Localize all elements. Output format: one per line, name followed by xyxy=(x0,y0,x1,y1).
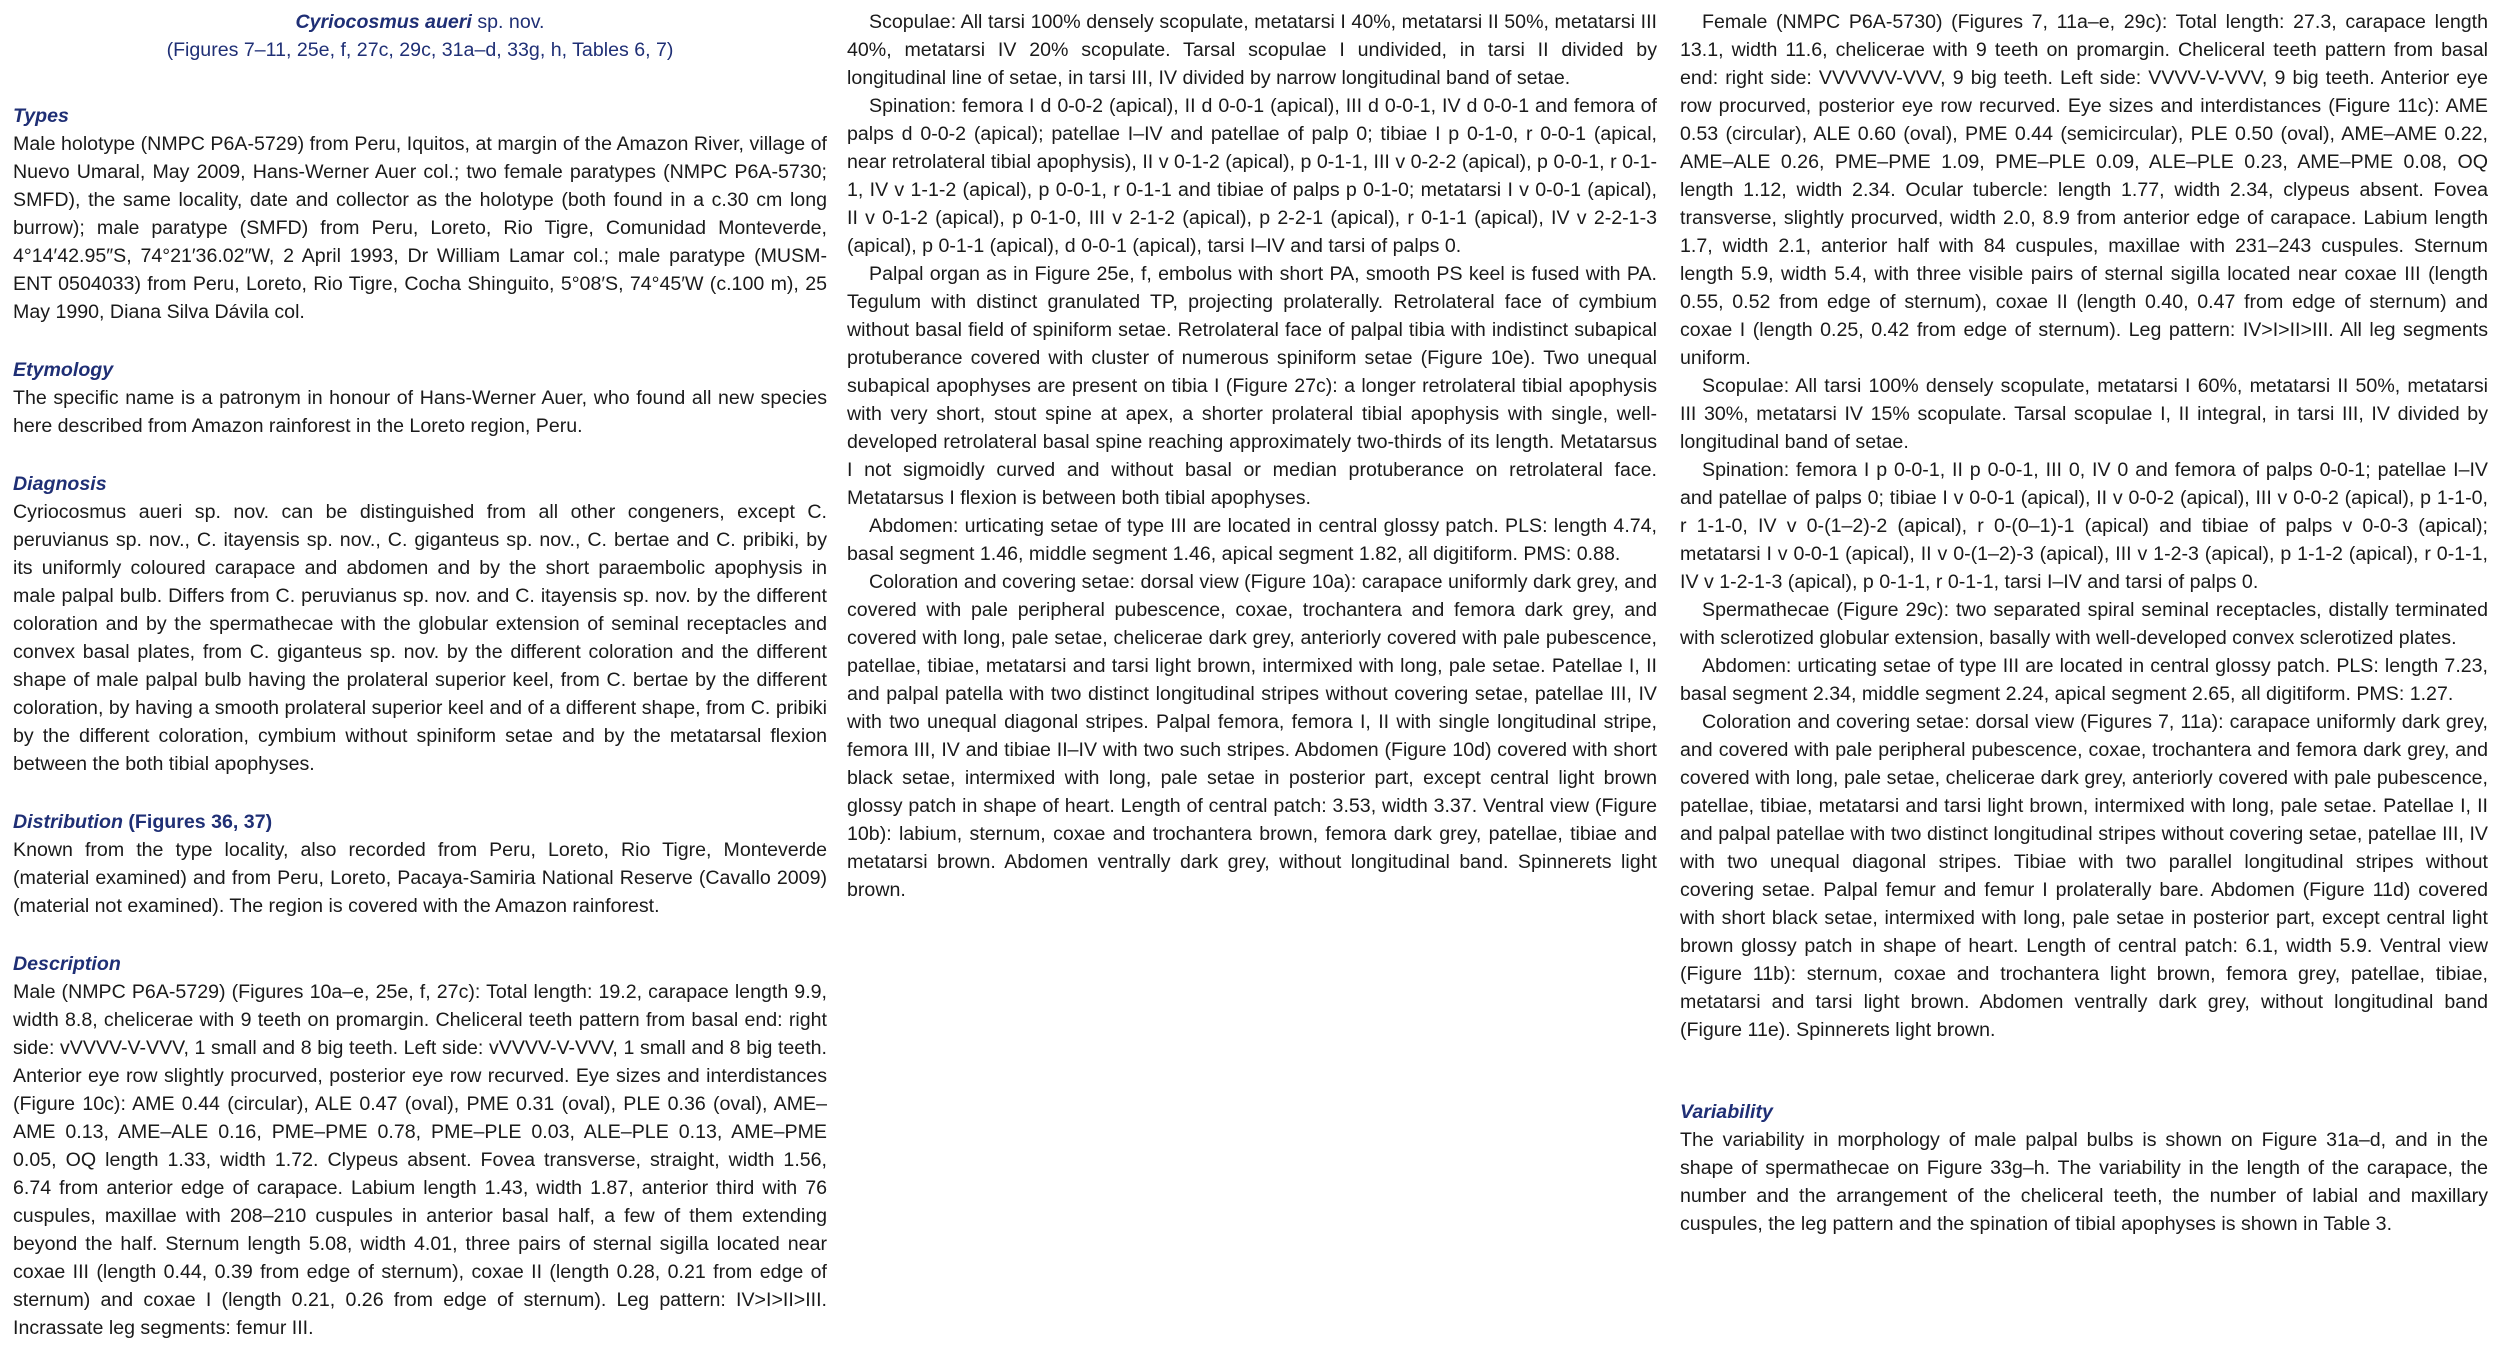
etymology-heading: Etymology xyxy=(13,359,114,381)
etymology-section xyxy=(13,356,827,440)
species-name: Cyriocosmus aueri xyxy=(295,11,472,33)
female-spermathecae-text: Spermathecae (Figure 29c): two separated spiral seminal receptacles, distally terminated with sclerotized globular extension, basally with well-developed convex sclerotized plates. xyxy=(1680,599,2488,649)
distribution-heading: Distribution xyxy=(13,811,123,833)
distribution-text: Known from the type locality, also recorded from Peru, Loreto, Rio Tigre, Monteverde (material examined) and from Peru, Loreto, Pacaya-Samiria National Reserve (Cavallo 2009) (material not examined). The region is covered with the Amazon rainforest. xyxy=(13,839,827,917)
female-scopulae-text: Scopulae: All tarsi 100% densely scopulate, metatarsi I 60%, metatarsi II 50%, metatarsi III 30%, metatarsi IV 15% scopulate. Tarsal scopulae I, II integral, in tarsi III, IV divided by longitudinal band of setae. xyxy=(1680,375,2488,453)
male-spination-text: Spination: femora I d 0-0-2 (apical), II d 0-0-1 (apical), III d 0-0-1, IV d 0-0-1 and femora of palps d 0-0-2 (apical); patellae I–IV and patellae of palp 0; tibiae I p 0-1-0, r 0-0-1 (apical, near retrolateral tibial apophysis), II v 0-1-2 (apical), p 0-1-1, III v 0-2-2 (apical), p 0-0-1, r 0-1-1, IV v 1-1-2 (apical), p 0-0-1, r 0-1-1 and tibiae of palps p 0-1-0; metatarsi I v 0-0-1 (apical), II v 0-1-2 (apical), p 0-1-0, III v 2-1-2 (apical), p 2-2-1 (apical), r 0-1-1 (apical), IV v 2-2-1-3 (apical), p 0-1-1 (apical), d 0-0-1 (apical), tarsi I–IV and tarsi of palps 0. xyxy=(847,95,1657,257)
male-coloration-text: Coloration and covering setae: dorsal view (Figure 10a): carapace uniformly dark grey, and covered with pale peripheral pubescence, coxae, trochantera and femora dark grey, and covered with long, pale setae, chelicerae dark grey, anteriorly covered with pale pubescence, patellae, tibiae, metatarsi and tarsi light brown, intermixed with long, pale setae. Patellae I, II and palpal patella with two distinct longitudinal stripes without covering setae, patellae III, IV with two unequal diagonal stripes. Palpal femora, femora I, II with single longitudinal stripe, femora III, IV and tibiae II–IV with two such stripes. Abdomen (Figure 10d) covered with short black setae, intermixed with long, pale setae in posterior part, except central light brown glossy patch in shape of heart. Length of central patch: 3.53, width 3.37. Ventral view (Figure 10b): labium, sternum, coxae and trochantera brown, femora dark grey, patellae, tibiae and metatarsi brown. Abdomen ventrally dark grey, without longitudinal band. Spinnerets light brown. xyxy=(847,571,1657,901)
etymology-text: The specific name is a patronym in honour of Hans-Werner Auer, who found all new species here described from Amazon rainforest in the Loreto region, Peru. xyxy=(13,387,827,437)
types-text: Male holotype (NMPC P6A-5729) from Peru, Iquitos, at margin of the Amazon River, village of Nuevo Umaral, May 2009, Hans-Werner Auer col.; two female paratypes (NMPC P6A-5730; SMFD), the same locality, date and collector as the holotype (both found in a c.30 cm long burrow); male paratype (SMFD) from Peru, Loreto, Rio Tigre, Comunidad Monteverde, 4°14′42.95″S, 74°21′36.02″W, 2 April 1993, Dr William Lamar col.; male paratype (MUSM-ENT 0504033) from Peru, Loreto, Rio Tigre, Cocha Shinguito, 5°08′S, 74°45′W (c.100 m), 25 May 1990, Diana Silva Dávila col. xyxy=(13,133,827,323)
distribution-figure-reference[interactable]: (Figures 36, 37) xyxy=(128,811,273,833)
types-heading: Types xyxy=(13,105,69,127)
variability-text: The variability in morphology of male palpal bulbs is shown on Figure 31a–d, and in the shape of spermathecae on Figure 33g–h. The variability in the length of the carapace, the number and the arrangement of the cheliceral teeth, the number of labial and maxillary cuspules, the leg pattern and the spination of tibial apophyses is shown in Table 3. xyxy=(1680,1129,2488,1235)
female-description-text: Female (NMPC P6A-5730) (Figures 7, 11a–e, 29c): Total length: 27.3, carapace length 13.1, width 11.6, chelicerae with 9 teeth on promargin. Cheliceral teeth pattern from basal end: right side: VVVVVV-VVV, 9 big teeth. Left side: VVVV-V-VVV, 9 big teeth. Anterior eye row procurved, posterior eye row recurved. Eye sizes and interdistances (Figure 11c): AME 0.53 (circular), ALE 0.60 (oval), PME 0.44 (semicircular), PLE 0.50 (oval), AME–AME 0.22, AME–ALE 0.26, PME–PME 1.09, PME–PLE 0.09, ALE–PLE 0.23, AME–PME 0.08, OQ length 1.12, width 2.34. Ocular tubercle: length 1.77, width 2.34, clypeus absent. Fovea transverse, slightly procurved, width 2.0, 8.9 from anterior edge of carapace. Labium length 1.7, width 2.1, anterior half with 84 cuspules, maxillae with 231–243 cuspules. Sternum length 5.9, width 5.4, with three visible pairs of sternal sigilla located near coxae III (length 0.55, 0.52 from edge of sternum), coxae II (length 0.40, 0.47 from edge of sternum) and coxae I (length 0.25, 0.42 from edge of sternum). Leg pattern: IV>I>II>III. All leg segments uniform. xyxy=(1680,11,2488,369)
variability-heading: Variability xyxy=(1680,1101,1773,1123)
male-abdomen-text: Abdomen: urticating setae of type III are located in central glossy patch. PLS: length 4.74, basal segment 1.46, middle segment 1.46, apical segment 1.82, all digitiform. PMS: 0.88. xyxy=(847,515,1657,565)
species-title-block xyxy=(13,8,827,64)
distribution-heading-line xyxy=(13,808,827,836)
species-suffix: sp. nov. xyxy=(477,11,545,33)
male-scopulae-text: Scopulae: All tarsi 100% densely scopulate, metatarsi I 40%, metatarsi II 50%, metatarsi III 40%, metatarsi IV 20% scopulate. Tarsal scopulae I undivided, in tarsi II divided by longitudinal line of setae, in tarsi III, IV divided by narrow longitudinal band of setae. xyxy=(847,11,1657,89)
species-figure-references[interactable]: (Figures 7–11, 25e, f, 27c, 29c, 31a–d, 33g, h, Tables 6, 7) xyxy=(166,39,674,61)
column-middle xyxy=(847,8,1657,904)
column-left xyxy=(13,8,827,1372)
diagnosis-text: Cyriocosmus aueri sp. nov. can be distinguished from all other congeners, except C. peruvianus sp. nov., C. itayensis sp. nov., C. giganteus sp. nov., C. bertae and C. pribiki, by its uniformly coloured carapace and abdomen and by the short paraembolic apophysis in male palpal bulb. Differs from C. peruvianus sp. nov. and C. itayensis sp. nov. by the different coloration and by the spermathecae with the globular extension of seminal receptacles and convex basal plates, from C. giganteus sp. nov. by the different coloration and the different shape of male palpal bulb having the prolateral superior keel, from C. bertae by the different coloration, by having a smooth prolateral superior keel and of a different shape, from C. pribiki by the different coloration, cymbium without spiniform setae and by the metatarsal flexion between the both tibial apophyses. xyxy=(13,501,827,775)
column-right xyxy=(1680,8,2488,1268)
male-description-text: Male (NMPC P6A-5729) (Figures 10a–e, 25e, f, 27c): Total length: 19.2, carapace length 9.9, width 8.8, chelicerae with 9 teeth on promargin. Cheliceral teeth pattern from basal end: right side: vVVVV-V-VVV, 1 small and 8 big teeth. Left side: vVVVV-V-VVV, 1 small and 8 big teeth. Anterior eye row slightly procurved, posterior eye row recurved. Eye sizes and interdistances (Figure 10c): AME 0.44 (circular), ALE 0.47 (oval), PME 0.31 (oval), PLE 0.36 (oval), AME–AME 0.13, AME–ALE 0.16, PME–PME 0.78, PME–PLE 0.03, ALE–PLE 0.13, AME–PME 0.05, OQ length 1.33, width 1.72. Clypeus absent. Fovea transverse, straight, width 1.56, 6.74 from anterior edge of carapace. Labium length 1.43, width 1.87, anterior third with 76 cuspules, maxillae with 208–210 cuspules in anterior basal half, a few of them extending beyond the half. Sternum length 5.08, width 4.01, three pairs of sternal sigilla located near coxae III (length 0.44, 0.39 from edge of sternum), coxae II (length 0.28, 0.21 from edge of sternum) and coxae I (length 0.21, 0.26 from edge of sternum). Leg pattern: IV>I>II>III. Incrassate leg segments: femur III. xyxy=(13,981,827,1339)
variability-section xyxy=(1680,1098,2488,1238)
species-title xyxy=(13,8,827,36)
female-spination-text: Spination: femora I p 0-0-1, II p 0-0-1, III 0, IV 0 and femora of palps 0-0-1; patellae I–IV and patellae of palps 0; tibiae I v 0-0-1 (apical), II v 0-0-2 (apical), III v 0-0-2 (apical), p 1-1-0, r 1-1-0, IV v 0-(1–2)-2 (apical), r 0-(0–1)-1 (apical) and tibiae of palps v 0-0-3 (apical); metatarsi I v 0-0-1 (apical), II v 0-(1–2)-3 (apical), III v 1-2-3 (apical), p 1-1-2 (apical), r 0-1-1, IV v 1-2-1-3 (apical), p 0-1-1, r 0-1-1, tarsi I–IV and tarsi of palps 0. xyxy=(1680,459,2488,593)
diagnosis-section xyxy=(13,470,827,778)
female-coloration-text: Coloration and covering setae: dorsal view (Figures 7, 11a): carapace uniformly dark grey, and covered with pale peripheral pubescence, coxae, trochantera and femora dark grey, and covered with long, pale setae, chelicerae dark grey, anteriorly covered with pale pubescence, patellae, tibiae, metatarsi and tarsi light brown, intermixed with long, pale setae. Patellae I, II and palpal patellae with two distinct longitudinal stripes without covering setae, patellae III, IV with two unequal diagonal stripes. Tibiae with two parallel longitudinal stripes without covering setae. Palpal femur and femur I prolaterally bare. Abdomen (Figure 11d) covered with short black setae, intermixed with long, pale setae in posterior part, except central light brown glossy patch in shape of heart. Length of central patch: 6.1, width 5.9. Ventral view (Figure 11b): sternum, coxae and trochantera light brown, femora grey, patellae, tibiae, metatarsi and tarsi light brown. Abdomen ventrally dark grey, without longitudinal band (Figure 11e). Spinnerets light brown. xyxy=(1680,711,2488,1041)
description-heading: Description xyxy=(13,953,121,975)
diagnosis-heading: Diagnosis xyxy=(13,473,107,495)
types-section xyxy=(13,102,827,326)
male-palpal-organ-text: Palpal organ as in Figure 25e, f, embolus with short PA, smooth PS keel is fused with PA. Tegulum with distinct granulated TP, projecting prolaterally. Retrolateral face of cymbium without basal field of spiniform setae. Retrolateral face of palpal tibia with indistinct subapical protuberance covered with cluster of numerous spiniform setae (Figure 10e). Two unequal subapical apophyses are present on tibia I (Figure 27c): a longer retrolateral tibial apophysis with very short, stout spine at apex, a shorter prolateral tibial apophysis with single, well-developed retrolateral basal spine reaching approximately two-thirds of its length. Metatarsus I not sigmoidly curved and without basal or median protuberance on retrolateral face. Metatarsus I flexion is between both tibial apophyses. xyxy=(847,263,1657,509)
distribution-section xyxy=(13,808,827,920)
female-abdomen-text: Abdomen: urticating setae of type III are located in central glossy patch. PLS: length 7.23, basal segment 2.34, middle segment 2.24, apical segment 2.65, all digitiform. PMS: 1.27. xyxy=(1680,655,2488,705)
description-section xyxy=(13,950,827,1342)
